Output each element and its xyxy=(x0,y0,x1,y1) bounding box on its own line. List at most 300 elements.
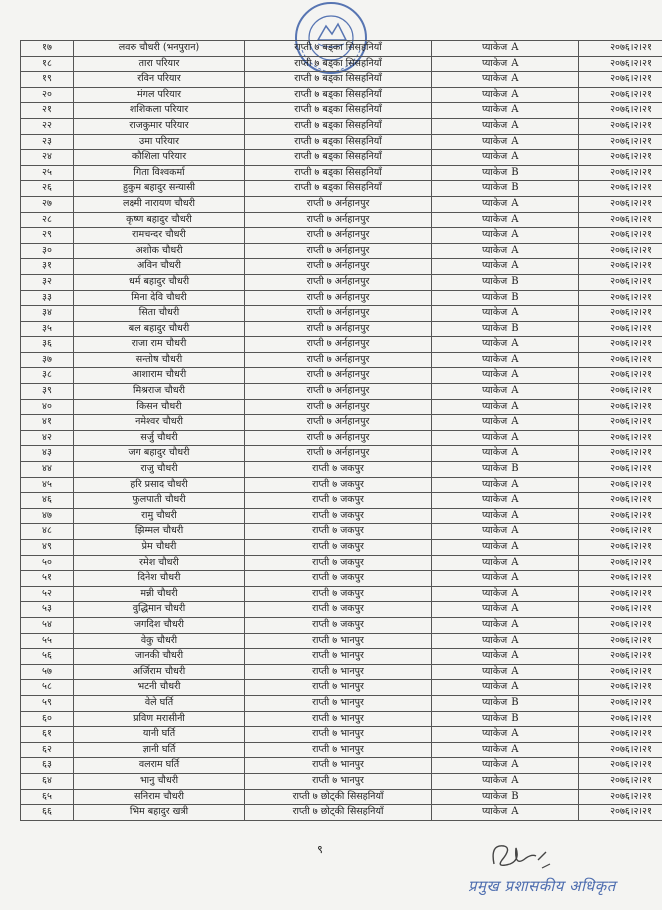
date-cell: २०७६।२।२१ xyxy=(579,165,662,181)
date-cell: २०७६।२।२१ xyxy=(579,56,662,72)
serial-number-cell: ३९ xyxy=(21,384,74,400)
serial-number-cell: ५३ xyxy=(21,602,74,618)
address-cell: राप्ती ७ जकपुर xyxy=(245,617,432,633)
address-cell: राप्ती ७ अर्नहानपुर xyxy=(245,259,432,275)
address-cell: राप्ती ७ भानपुर xyxy=(245,695,432,711)
package-type: A xyxy=(511,104,519,116)
package-type: B xyxy=(511,275,519,287)
package-label: प्याकेज xyxy=(482,681,508,693)
table-row xyxy=(21,446,662,462)
package-label: प्याकेज xyxy=(482,57,508,69)
date-cell: २०७६।२।२१ xyxy=(579,477,662,493)
date-cell: २०७६।२।२१ xyxy=(579,134,662,150)
address-cell: राप्ती ७ अर्नहानपुर xyxy=(245,290,432,306)
table-row xyxy=(21,540,662,556)
package-type: A xyxy=(511,119,519,131)
serial-number-cell: १९ xyxy=(21,72,74,88)
serial-number-cell: २१ xyxy=(21,103,74,119)
package-type: B xyxy=(511,712,519,724)
package-cell xyxy=(432,56,579,72)
date-cell: २०७६।२।२१ xyxy=(579,118,662,134)
name-cell: वलराम घर्ति xyxy=(74,758,245,774)
table-row xyxy=(21,524,662,540)
name-cell: हरि प्रसाद चौधरी xyxy=(74,477,245,493)
serial-number-cell: ४७ xyxy=(21,508,74,524)
date-cell: २०७६।२।२१ xyxy=(579,87,662,103)
package-cell xyxy=(432,758,579,774)
date-cell: २०७६।२।२१ xyxy=(579,384,662,400)
serial-number-cell: ४६ xyxy=(21,493,74,509)
package-label: प्याकेज xyxy=(482,322,508,334)
name-cell: कौशिला परियार xyxy=(74,150,245,166)
name-cell: यानी घर्ति xyxy=(74,727,245,743)
package-cell xyxy=(432,87,579,103)
package-label: प्याकेज xyxy=(482,618,508,630)
name-cell: रविन परियार xyxy=(74,72,245,88)
address-cell: राप्ती ७ जकपुर xyxy=(245,493,432,509)
name-cell: प्रविण मरासीनी xyxy=(74,711,245,727)
package-type: A xyxy=(511,634,519,646)
address-cell: राप्ती ७ जकपुर xyxy=(245,586,432,602)
date-cell: २०७६।२।२१ xyxy=(579,524,662,540)
package-cell xyxy=(432,290,579,306)
table-row xyxy=(21,368,662,384)
package-cell xyxy=(432,321,579,337)
table-row xyxy=(21,243,662,259)
serial-number-cell: ५९ xyxy=(21,695,74,711)
package-cell xyxy=(432,368,579,384)
package-type: B xyxy=(511,322,519,334)
serial-number-cell: ६५ xyxy=(21,789,74,805)
package-type: A xyxy=(511,431,519,443)
package-type: A xyxy=(511,603,519,615)
address-cell: राप्ती ७ अर्नहानपुर xyxy=(245,228,432,244)
address-cell: राप्ती ७ अर्नहानपुर xyxy=(245,352,432,368)
date-cell: २०७६।२।२१ xyxy=(579,290,662,306)
serial-number-cell: २५ xyxy=(21,165,74,181)
table-row xyxy=(21,150,662,166)
serial-number-cell: २३ xyxy=(21,134,74,150)
package-type: A xyxy=(511,494,519,506)
serial-number-cell: ३८ xyxy=(21,368,74,384)
package-cell xyxy=(432,446,579,462)
date-cell: २०७६।२।२१ xyxy=(579,181,662,197)
package-label: प्याकेज xyxy=(482,42,508,53)
address-cell: राप्ती ७ बड्का सिसहनियाँ xyxy=(245,165,432,181)
package-cell xyxy=(432,181,579,197)
table-row xyxy=(21,274,662,290)
table-row xyxy=(21,196,662,212)
name-cell: राजकुमार परियार xyxy=(74,118,245,134)
package-cell xyxy=(432,633,579,649)
package-label: प्याकेज xyxy=(482,385,508,397)
serial-number-cell: ५६ xyxy=(21,649,74,665)
package-label: प्याकेज xyxy=(482,307,508,319)
package-cell xyxy=(432,617,579,633)
package-cell xyxy=(432,103,579,119)
serial-number-cell: ४२ xyxy=(21,430,74,446)
package-cell xyxy=(432,462,579,478)
package-cell xyxy=(432,430,579,446)
officer-title: प्रमुख प्रशासकीय अधिकृत xyxy=(468,877,616,895)
name-cell: भानु चौधरी xyxy=(74,773,245,789)
package-type: A xyxy=(511,556,519,568)
package-type: B xyxy=(511,182,519,194)
package-cell xyxy=(432,586,579,602)
package-type: A xyxy=(511,743,519,755)
package-type: A xyxy=(511,57,519,69)
table-row xyxy=(21,805,662,821)
table-row xyxy=(21,633,662,649)
serial-number-cell: ३१ xyxy=(21,259,74,275)
package-label: प्याकेज xyxy=(482,213,508,225)
date-cell: २०७६।२।२१ xyxy=(579,150,662,166)
address-cell: राप्ती ७ बड्का सिसहनियाँ xyxy=(245,103,432,119)
table-body xyxy=(21,41,662,821)
package-cell xyxy=(432,337,579,353)
address-cell: राप्ती ७ भानपुर xyxy=(245,649,432,665)
package-cell xyxy=(432,228,579,244)
package-label: प्याकेज xyxy=(482,463,508,475)
package-label: प्याकेज xyxy=(482,135,508,147)
table-row xyxy=(21,41,662,57)
package-type: A xyxy=(511,213,519,225)
address-cell: राप्ती ७ भानपुर xyxy=(245,680,432,696)
name-cell: सर्जु चौधरी xyxy=(74,430,245,446)
package-cell xyxy=(432,649,579,665)
package-type: A xyxy=(511,525,519,537)
package-type: A xyxy=(511,338,519,350)
table-row xyxy=(21,212,662,228)
address-cell: राप्ती ७ भानपुर xyxy=(245,664,432,680)
table-row xyxy=(21,352,662,368)
serial-number-cell: ४५ xyxy=(21,477,74,493)
address-cell: राप्ती ७ जकपुर xyxy=(245,462,432,478)
package-label: प्याकेज xyxy=(482,229,508,241)
date-cell: २०७६।२।२१ xyxy=(579,711,662,727)
name-cell: फुलपाती चौधरी xyxy=(74,493,245,509)
table-row xyxy=(21,118,662,134)
date-cell: २०७६।२।२१ xyxy=(579,555,662,571)
package-type: B xyxy=(511,166,519,178)
table-row xyxy=(21,586,662,602)
name-cell: कृष्ण बहादुर चौधरी xyxy=(74,212,245,228)
package-type: A xyxy=(511,728,519,740)
address-cell: राप्ती ७ बड्का सिसहनियाँ xyxy=(245,56,432,72)
address-cell: राप्ती ७ बड्का सिसहनियाँ xyxy=(245,134,432,150)
table-row xyxy=(21,399,662,415)
address-cell: राप्ती ७ अर्नहानपुर xyxy=(245,430,432,446)
package-label: प्याकेज xyxy=(482,556,508,568)
name-cell: सन्तोष चौधरी xyxy=(74,352,245,368)
serial-number-cell: ३० xyxy=(21,243,74,259)
name-cell: तारा परियार xyxy=(74,56,245,72)
package-type: A xyxy=(511,774,519,786)
date-cell: २०७६।२।२१ xyxy=(579,430,662,446)
address-cell: राप्ती ७ जकपुर xyxy=(245,508,432,524)
table-row xyxy=(21,571,662,587)
table-row xyxy=(21,56,662,72)
serial-number-cell: ५४ xyxy=(21,617,74,633)
date-cell: २०७६।२।२१ xyxy=(579,415,662,431)
date-cell: २०७६।२।२१ xyxy=(579,727,662,743)
name-cell: गिता विश्वकर्मा xyxy=(74,165,245,181)
name-cell: ज्ञानी घर्ति xyxy=(74,742,245,758)
serial-number-cell: ५० xyxy=(21,555,74,571)
package-cell xyxy=(432,711,579,727)
package-cell xyxy=(432,493,579,509)
name-cell: अर्जिराम चौधरी xyxy=(74,664,245,680)
address-cell: राप्ती ७ भानपुर xyxy=(245,742,432,758)
name-cell: राजु चौधरी xyxy=(74,462,245,478)
address-cell: राप्ती ७ भानपुर xyxy=(245,711,432,727)
table-row xyxy=(21,165,662,181)
package-type: A xyxy=(511,759,519,771)
date-cell: २०७६।२।२१ xyxy=(579,212,662,228)
serial-number-cell: ४१ xyxy=(21,415,74,431)
address-cell: राप्ती ७ भानपुर xyxy=(245,758,432,774)
package-cell xyxy=(432,805,579,821)
name-cell: दिनेश चौधरी xyxy=(74,571,245,587)
name-cell: शशिकला परियार xyxy=(74,103,245,119)
date-cell: २०७६।२।२१ xyxy=(579,617,662,633)
package-type: B xyxy=(511,790,519,802)
package-label: प्याकेज xyxy=(482,509,508,521)
package-cell xyxy=(432,150,579,166)
package-label: प्याकेज xyxy=(482,166,508,178)
date-cell: २०७६।२।२१ xyxy=(579,337,662,353)
date-cell: २०७६।२।२१ xyxy=(579,680,662,696)
date-cell: २०७६।२।२१ xyxy=(579,773,662,789)
package-cell xyxy=(432,695,579,711)
date-cell: २०७६।२।२१ xyxy=(579,758,662,774)
package-cell xyxy=(432,243,579,259)
package-type: B xyxy=(511,696,519,708)
package-type: A xyxy=(511,229,519,241)
table-row xyxy=(21,493,662,509)
name-cell: राजा राम चौधरी xyxy=(74,337,245,353)
package-label: प्याकेज xyxy=(482,712,508,724)
serial-number-cell: ४० xyxy=(21,399,74,415)
package-type: A xyxy=(511,353,519,365)
package-label: प्याकेज xyxy=(482,774,508,786)
package-label: प्याकेज xyxy=(482,400,508,412)
name-cell: आशाराम चौधरी xyxy=(74,368,245,384)
name-cell: हुकुम बहादुर सन्यासी xyxy=(74,181,245,197)
package-cell xyxy=(432,727,579,743)
serial-number-cell: ६० xyxy=(21,711,74,727)
package-cell xyxy=(432,664,579,680)
date-cell: २०७६।२।२१ xyxy=(579,352,662,368)
serial-number-cell: ५१ xyxy=(21,571,74,587)
package-type: A xyxy=(511,541,519,552)
address-cell: राप्ती ७ बड्का सिसहनियाँ xyxy=(245,72,432,88)
serial-number-cell: २२ xyxy=(21,118,74,134)
table-row xyxy=(21,290,662,306)
name-cell: लक्ष्मी नारायण चौधरी xyxy=(74,196,245,212)
address-cell: राप्ती ७ भानपुर xyxy=(245,727,432,743)
name-cell: वेले घर्ति xyxy=(74,695,245,711)
date-cell: २०७६।२।२१ xyxy=(579,664,662,680)
package-type: A xyxy=(511,151,519,163)
package-label: प्याकेज xyxy=(482,696,508,708)
serial-number-cell: ३५ xyxy=(21,321,74,337)
name-cell: मिश्रराज चौधरी xyxy=(74,384,245,400)
package-label: प्याकेज xyxy=(482,759,508,771)
name-cell: वुद्धिमान चौधरी xyxy=(74,602,245,618)
serial-number-cell: २७ xyxy=(21,196,74,212)
name-cell: भिम बहादुर खत्री xyxy=(74,805,245,821)
serial-number-cell: ४३ xyxy=(21,446,74,462)
serial-number-cell: ३६ xyxy=(21,337,74,353)
date-cell: २०७६।२।२१ xyxy=(579,321,662,337)
table-row xyxy=(21,181,662,197)
date-cell: २०७६।२।२१ xyxy=(579,540,662,556)
package-type: B xyxy=(511,291,519,303)
name-cell: वेकु चौधरी xyxy=(74,633,245,649)
package-label: प्याकेज xyxy=(482,541,508,552)
package-cell xyxy=(432,165,579,181)
date-cell: २०७६।२।२१ xyxy=(579,72,662,88)
table-row xyxy=(21,789,662,805)
package-label: प्याकेज xyxy=(482,728,508,740)
package-label: प्याकेज xyxy=(482,197,508,209)
package-label: प्याकेज xyxy=(482,416,508,428)
name-cell: भटनी चौधरी xyxy=(74,680,245,696)
date-cell: २०७६।२।२१ xyxy=(579,196,662,212)
package-label: प्याकेज xyxy=(482,260,508,272)
package-type: A xyxy=(511,135,519,147)
package-type: A xyxy=(511,681,519,693)
address-cell: राप्ती ७ अर्नहानपुर xyxy=(245,446,432,462)
serial-number-cell: २८ xyxy=(21,212,74,228)
date-cell: २०७६।२।२१ xyxy=(579,586,662,602)
serial-number-cell: २४ xyxy=(21,150,74,166)
address-cell: राप्ती ७ अर्नहानपुर xyxy=(245,274,432,290)
address-cell: राप्ती ७ अर्नहानपुर xyxy=(245,399,432,415)
page-number: ९ xyxy=(317,843,323,856)
package-label: प्याकेज xyxy=(482,790,508,802)
package-label: प्याकेज xyxy=(482,603,508,615)
package-label: प्याकेज xyxy=(482,525,508,537)
package-label: प्याकेज xyxy=(482,88,508,100)
date-cell: २०७६।२।२१ xyxy=(579,805,662,821)
package-type: A xyxy=(511,447,519,459)
serial-number-cell: ५७ xyxy=(21,664,74,680)
name-cell: जगदिश चौधरी xyxy=(74,617,245,633)
serial-number-cell: १८ xyxy=(21,56,74,72)
table-row xyxy=(21,321,662,337)
package-label: प्याकेज xyxy=(482,353,508,365)
address-cell: राप्ती ७ भानपुर xyxy=(245,633,432,649)
package-label: प्याकेज xyxy=(482,665,508,677)
table-row xyxy=(21,664,662,680)
package-type: A xyxy=(511,618,519,630)
package-label: प्याकेज xyxy=(482,104,508,116)
date-cell: २०७६।२।२१ xyxy=(579,103,662,119)
name-cell: सिता चौधरी xyxy=(74,306,245,322)
package-cell xyxy=(432,571,579,587)
serial-number-cell: ६३ xyxy=(21,758,74,774)
name-cell: प्रेम चौधरी xyxy=(74,540,245,556)
name-cell: मिना देवि चौधरी xyxy=(74,290,245,306)
date-cell: २०७६।२।२१ xyxy=(579,602,662,618)
date-cell: २०७६।२।२१ xyxy=(579,742,662,758)
package-type: A xyxy=(511,416,519,428)
date-cell: २०७६।२।२१ xyxy=(579,41,662,57)
package-type: A xyxy=(511,587,519,599)
serial-number-cell: ५२ xyxy=(21,586,74,602)
date-cell: २०७६।२।२१ xyxy=(579,462,662,478)
address-cell: राप्ती ७ अर्नहानपुर xyxy=(245,321,432,337)
package-type: B xyxy=(511,463,519,475)
package-type: A xyxy=(511,572,519,584)
table-row xyxy=(21,617,662,633)
date-cell: २०७६।२।२१ xyxy=(579,695,662,711)
package-cell xyxy=(432,72,579,88)
serial-number-cell: ५५ xyxy=(21,633,74,649)
package-cell xyxy=(432,742,579,758)
date-cell: २०७६।२।२१ xyxy=(579,259,662,275)
serial-number-cell: ६१ xyxy=(21,727,74,743)
package-type: A xyxy=(511,400,519,412)
table-row xyxy=(21,337,662,353)
name-cell: मन्नी चौधरी xyxy=(74,586,245,602)
serial-number-cell: ३७ xyxy=(21,352,74,368)
package-type: A xyxy=(511,260,519,272)
package-cell xyxy=(432,680,579,696)
serial-number-cell: ६४ xyxy=(21,773,74,789)
address-cell: राप्ती ७ भानपुर xyxy=(245,773,432,789)
name-cell: लवरु चौधरी (भनपुरान) xyxy=(74,41,245,57)
package-cell xyxy=(432,306,579,322)
handwritten-signature xyxy=(486,834,556,878)
date-cell: २०७६।२।२१ xyxy=(579,399,662,415)
name-cell: सनिराम चौधरी xyxy=(74,789,245,805)
package-label: प्याकेज xyxy=(482,478,508,490)
serial-number-cell: ३३ xyxy=(21,290,74,306)
table-row xyxy=(21,228,662,244)
package-type: A xyxy=(511,244,519,256)
name-cell: झिम्मल चौधरी xyxy=(74,524,245,540)
date-cell: २०७६।२।२१ xyxy=(579,633,662,649)
package-label: प्याकेज xyxy=(482,572,508,584)
name-cell: उमा परियार xyxy=(74,134,245,150)
package-cell xyxy=(432,602,579,618)
name-cell: मंगल परियार xyxy=(74,87,245,103)
package-label: प्याकेज xyxy=(482,806,508,818)
address-cell: राप्ती ७ जकपुर xyxy=(245,540,432,556)
table-row xyxy=(21,773,662,789)
table-row xyxy=(21,103,662,119)
address-cell: राप्ती ७ अर्नहानपुर xyxy=(245,212,432,228)
date-cell: २०७६।२।२१ xyxy=(579,508,662,524)
table-row xyxy=(21,430,662,446)
package-label: प्याकेज xyxy=(482,182,508,194)
package-type: A xyxy=(511,509,519,521)
name-cell: रामचन्दर चौधरी xyxy=(74,228,245,244)
package-type: A xyxy=(511,73,519,85)
name-cell: अविन चौधरी xyxy=(74,259,245,275)
table-row xyxy=(21,680,662,696)
name-cell: जग बहादुर चौधरी xyxy=(74,446,245,462)
package-type: A xyxy=(511,42,519,53)
package-label: प्याकेज xyxy=(482,151,508,163)
address-cell: राप्ती ७ बड्का सिसहनियाँ xyxy=(245,181,432,197)
serial-number-cell: ५८ xyxy=(21,680,74,696)
table-row xyxy=(21,602,662,618)
date-cell: २०७६।२।२१ xyxy=(579,243,662,259)
